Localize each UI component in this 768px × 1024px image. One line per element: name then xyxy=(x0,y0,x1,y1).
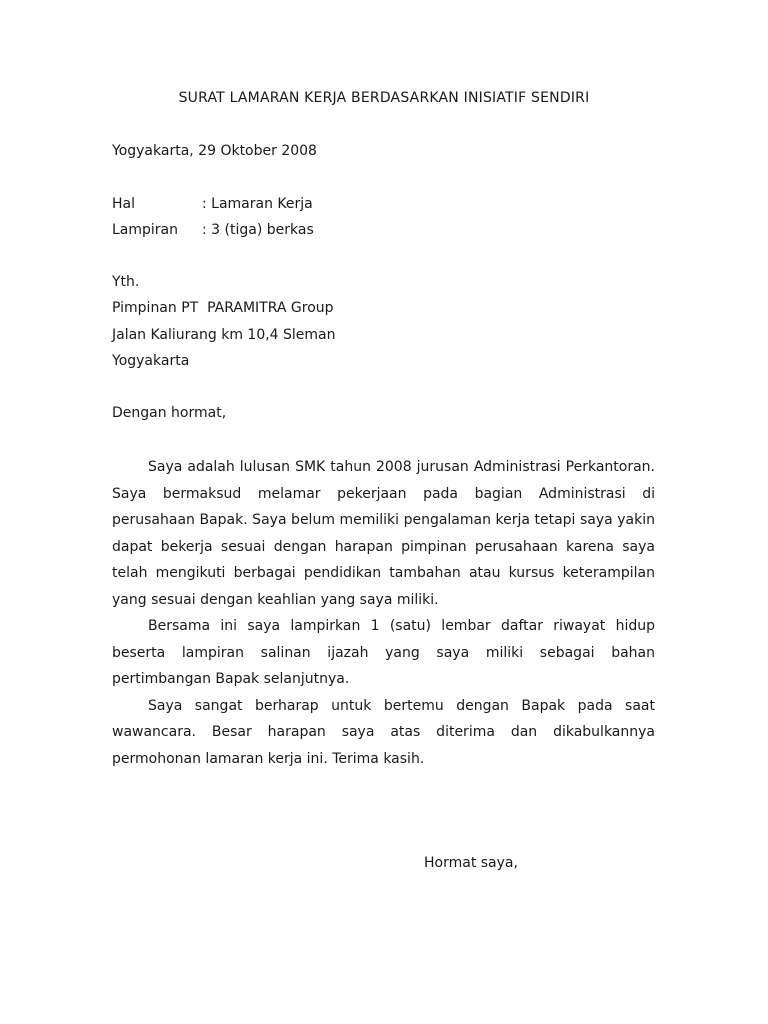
body-paragraph-2: Bersama ini saya lampirkan 1 (satu) lembar daftar riwayat hidup beserta lampiran salinan ijazah yang saya miliki sebagai bahan pertimbangan Bapak selanjutnya. xyxy=(112,618,655,687)
letter-body xyxy=(112,454,655,772)
meta-hal-key: Hal xyxy=(112,196,135,212)
body-paragraph-3: Saya sangat berharap untuk bertemu dengan Bapak pada saat wawancara. Besar harapan saya atas diterima dan dikabulkannya permohonan lamaran kerja ini. Terima kasih. xyxy=(112,697,655,767)
recipient-line-2: Jalan Kaliurang km 10,4 Sleman xyxy=(112,327,336,343)
body-paragraph-1: Saya adalah lulusan SMK tahun 2008 jurusan Administrasi Perkantoran. Saya bermaksud melamar pekerjaan pada bagian Administrasi di perusahaan Bapak. Saya belum memiliki pengalaman kerja tetapi saya yakin dapat bekerja sesuai dengan harapan pimpinan perusahaan karena saya telah mengikuti berbagai pendidikan tambahan atau kursus keterampilan yang sesuai dengan keahlian yang saya miliki. xyxy=(112,459,655,608)
meta-hal-value: : Lamaran Kerja xyxy=(202,196,313,212)
closing: Hormat saya, xyxy=(424,855,518,871)
meta-lampiran-value: : 3 (tiga) berkas xyxy=(202,222,314,238)
meta-lampiran-row xyxy=(112,222,314,238)
recipient-line-3: Yogyakarta xyxy=(112,353,190,369)
recipient-line-1: Pimpinan PT PARAMITRA Group xyxy=(112,300,334,316)
meta-lampiran-key: Lampiran xyxy=(112,222,179,238)
greeting: Dengan hormat, xyxy=(112,405,227,421)
recipient-salutation: Yth. xyxy=(112,274,140,290)
place-date: Yogyakarta, 29 Oktober 2008 xyxy=(112,143,317,159)
letter-title: SURAT LAMARAN KERJA BERDASARKAN INISIATIF SENDIRI xyxy=(178,90,590,106)
meta-hal-row xyxy=(112,196,313,212)
